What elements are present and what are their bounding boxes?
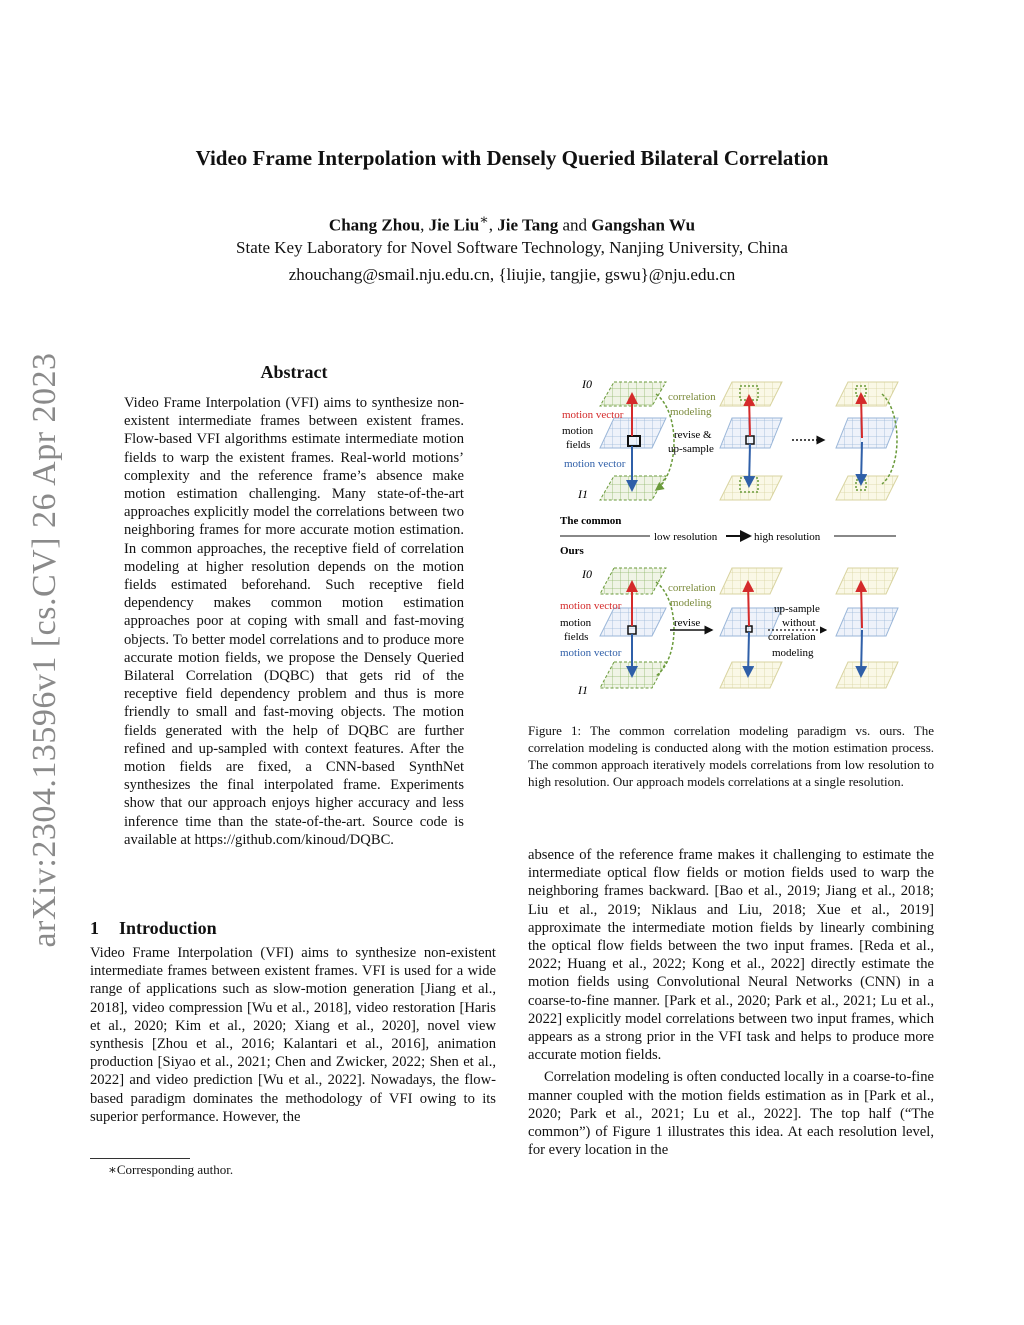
author-4: Gangshan Wu: [591, 215, 696, 235]
label-motion-vector-red-bottom: motion vector: [560, 600, 622, 612]
label-ours: Ours: [560, 545, 584, 557]
label-the-common: The common: [560, 515, 622, 527]
label-without: without: [782, 617, 816, 629]
author-1: Chang Zhou: [328, 215, 421, 235]
diagram-ours: [560, 567, 898, 697]
plane-mid-o3: [836, 608, 898, 636]
label-modeling-top: modeling: [670, 406, 712, 418]
label-motion-top: motion: [562, 425, 594, 437]
paragraph: Correlation modeling is often conducted locally in a coarse-to-fine manner coupled with the motion fields estimation as in [Park et al., 2020; Park et al., 2021; Lu et al., 2022]. The top half (“The common”) of Figure 1 illustrates this idea. At each resolution level, for every location in the: [528, 1069, 934, 1159]
affiliation: State Key Laboratory for Novel Software Technology, Nanjing University, China: [236, 238, 788, 257]
label-high-resolution: high resolution: [754, 531, 821, 543]
introduction-text: Video Frame Interpolation (VFI) aims to synthesize non-existent intermediate frames between existent frames. VFI is used for a wide range of applications such as slow-motion generation [Jiang et al., 2018], video compression [Wu et al., 2018], video restoration [Haris et al., 2020; Kim et al., 2020; Xiang et al., 2020], novel view synthesis [Zhou et al., 2016; Kalantari et al., 2016], animation production [Siyao et al., 2021; Chen and Zwicker, 2022; Shen et al., 2022] and video prediction [Wu et al., 2022]. Nowadays, the flow-based paradigm dominates the methodology of VFI owing to its superior performance. However, the: [90, 945, 496, 1125]
plane-bot-c3: [836, 476, 898, 500]
and-word: and: [562, 215, 588, 235]
plane-top-o2: [720, 568, 782, 594]
author-list: Chang Zhou, Jie Liu∗, Jie Tang and Gangshan Wu: [328, 212, 696, 235]
label-revise: revise: [674, 617, 701, 629]
label-correlation-bottom: correlation: [668, 582, 716, 594]
section-number: 1: [90, 918, 99, 938]
abstract-heading: Abstract: [260, 362, 328, 382]
footnote: ∗Corresponding author.: [108, 1162, 234, 1177]
label-motion-bottom: motion: [560, 617, 592, 629]
label-i0-bottom: I0: [582, 567, 592, 581]
label-revise-and: revise &: [674, 429, 712, 441]
footnote-rule: [90, 1158, 190, 1159]
arxiv-sidebar: [20, 350, 70, 950]
label-motion-vector-blue-top: motion vector: [564, 458, 626, 470]
label-upsample-bottom: up-sample: [774, 603, 820, 615]
figure-caption: Figure 1: The common correlation modeling paradigm vs. ours. The correlation modeling is conducted along with the motion estimation process. The common approach iteratively models correlations from low resolution to high resolution. Our approach models correlations at a single resolution.: [528, 723, 934, 789]
plane-bot-c2: [720, 476, 782, 500]
label-low-resolution: low resolution: [654, 531, 718, 543]
author-2: Jie Liu: [428, 215, 480, 235]
plane-mid-c3: [836, 418, 898, 448]
label-fields-bottom: fields: [564, 631, 589, 643]
label-fields-top: fields: [566, 439, 591, 451]
plane-top-c2: [720, 382, 782, 406]
paper-title: Video Frame Interpolation with Densely Queried Bilateral Correlation: [195, 146, 829, 170]
label-i1-top: I1: [578, 487, 588, 501]
plane-bot-o3: [836, 662, 898, 688]
label-i0-top: I0: [582, 377, 592, 391]
email-line: zhouchang@smail.nju.edu.cn, {liujie, tangjie, gswu}@nju.edu.cn: [288, 265, 736, 284]
label-correlation-top: correlation: [668, 391, 716, 403]
plane-bot-o2: [720, 662, 782, 688]
author-3: Jie Tang: [497, 215, 559, 235]
figure-1: [556, 372, 936, 712]
author-star: ∗: [479, 212, 489, 228]
section-title: Introduction: [119, 918, 217, 938]
label-motion-vector-blue-bottom: motion vector: [560, 647, 622, 659]
arxiv-id: arXiv:2304.13596v1 [cs.CV] 26 Apr 2023: [26, 352, 63, 948]
right-column-text: [528, 846, 934, 1159]
diagram-common: [560, 377, 898, 527]
paragraph: absence of the reference frame makes it challenging to estimate the intermediate optical flow fields or motion fields used to warp the neighboring frames backward. [Bao et al., 2019; Jiang et al., 2018; Liu et al., 2019; Niklaus and Liu, 2018; Xue et al., 2019] approximate the intermediate motion fields by linearly combining the optical flow fields between the two input frames. [Reda et al., 2022; Huang et al., 2022; Kong et al., 2022] directly estimate the motion fields using Convolutional Neural Networks (CNN) in a coarse-to-fine manner. [Park et al., 2020; Park et al., 2021; Lu et al., 2022] explicitly model correlations between two input frames, which appears as a strong prior in the VFI task and helps to produce more accurate motion fields.: [528, 847, 934, 1064]
plane-top-o3: [836, 568, 898, 594]
label-upsample-top: up-sample: [668, 443, 714, 455]
label-correlation-mid: correlation: [768, 631, 816, 643]
label-modeling-bottom: modeling: [670, 597, 712, 609]
label-modeling-mid: modeling: [772, 647, 814, 659]
section-heading-introduction: [90, 918, 217, 939]
label-motion-vector-red-top: motion vector: [562, 409, 624, 421]
abstract-text: Video Frame Interpolation (VFI) aims to synthesize non-existent intermediate frames between existent frames. Flow-based VFI algorithms estimate intermediate motion fields to warp the existent frames. Real-world motions’ complexity and the reference frame’s absence make motion estimation challenging. Many state-of-the-art approaches explicitly model the correlations between two neighboring frames for more accurate motion estimation. In common approaches, the receptive field of correlation modeling at higher resolution depends on the motion fields estimated beforehand. Such receptive field dependency makes common motion estimation approaches poor at coping with small and fast-moving objects. To better model correlations and to produce more accurate motion fields, we propose the Densely Queried Bilateral Correlation (DQBC) that gets rid of the receptive field dependency problem and thus is more friendly to small and fast-moving objects. The motion fields generated with the help of DQBC are further refined and up-sampled with context features. After the motion fields are fixed, a CNN-based SynthNet synthesizes the final interpolated frame. Experiments show that our approach enjoys higher accuracy and less inference time than the state-of-the-art. Source code is available at https://github.com/kinoud/DQBC.: [124, 395, 464, 848]
label-i1-bottom: I1: [578, 683, 588, 697]
